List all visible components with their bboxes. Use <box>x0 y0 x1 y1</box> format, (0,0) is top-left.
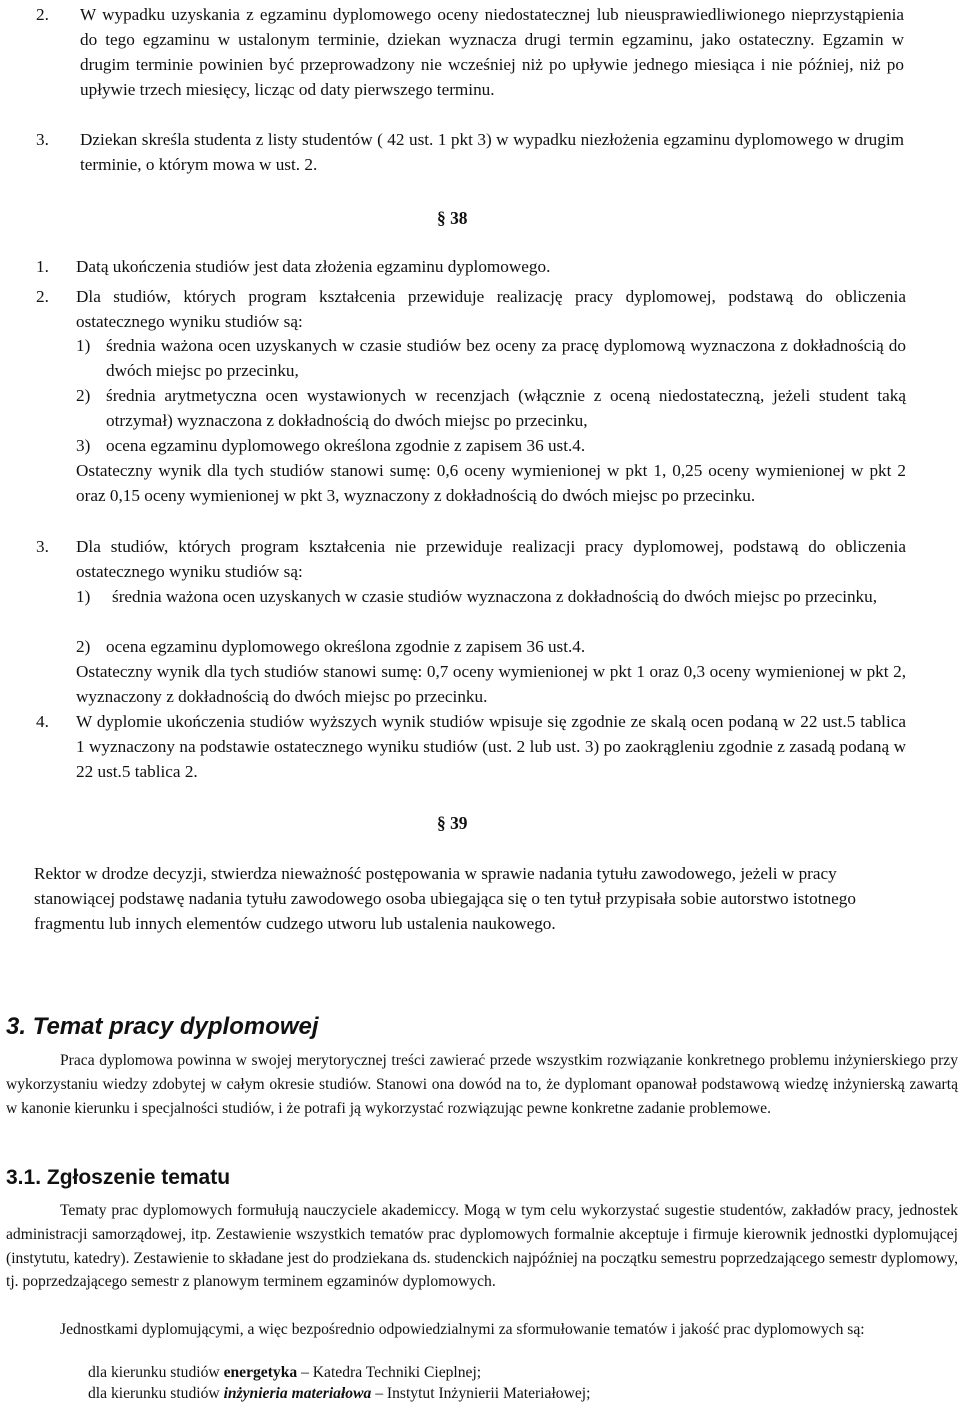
item-number: 2. <box>36 287 49 306</box>
item-number: 1. <box>36 257 49 276</box>
field-name: energetyka <box>223 1364 298 1381</box>
list-item: średnia ważona ocen uzyskanych w czasie studiów wyznaczona z dokładnością do dwóch miejsc po przecinku, <box>112 587 878 606</box>
section-heading: § 38 <box>437 208 468 228</box>
paragraph: Dla studiów, których program kształcenia nie przewiduje realizacji pracy dyplomowej, podstawą do obliczenia ostatecznego wyniku studiów są: <box>76 537 906 581</box>
item-number: 2) <box>76 386 91 405</box>
paragraph: Rektor w drodze decyzji, stwierdza nieważność postępowania w sprawie nadania tytułu zawodowego, jeżeli w pracy stanowiącej podstawę nadania tytułu zawodowego osoba ubiegająca się o ten tytuł przypisała sobie autorstwo istotnego fragmentu lub innych elementów cudzego utworu lub ustalenia naukowego. <box>34 864 856 933</box>
field-name: inżynieria materiałowa <box>223 1385 372 1402</box>
item-number: 3. <box>36 537 49 556</box>
section-sign-icon: § <box>437 208 446 228</box>
item-number: 2) <box>76 637 91 656</box>
list-item: średnia ważona ocen uzyskanych w czasie studiów bez oceny za pracę dyplomową wyznaczona z dokładnością do dwóch miejsc po przecinku, <box>106 336 906 380</box>
subsection-title: 3.1. Zgłoszenie tematu <box>6 1166 231 1189</box>
list-item: średnia arytmetyczna ocen wystawionych w recenzjach (włącznie z oceną niedostateczną, jeżeli student taką otrzymał) wyznaczona z dokładnością do dwóch miejsc po przecinku, <box>106 386 906 430</box>
item-number: 2. <box>36 5 49 24</box>
paragraph: Datą ukończenia studiów jest data złożenia egzaminu dyplomowego. <box>76 257 551 276</box>
item-number: 4. <box>36 712 49 731</box>
section-sign-icon: § <box>437 813 446 833</box>
paragraph: W wypadku uzyskania z egzaminu dyplomowego oceny niedostatecznej lub nieusprawiedliwionego nieprzystąpienia do tego egzaminu w ustalonym terminie, dziekan wyznacza drugi termin egzaminu, jako ostateczny. Egzamin w drugim terminie powinien być przeprowadzony nie wcześniej niż po upływie jednego miesiąca i nie później, niż po upływie trzech miesięcy, licząc od daty pierwszego terminu. <box>80 5 904 99</box>
section-heading: § 39 <box>437 813 468 833</box>
item-number: 1) <box>76 336 91 355</box>
paragraph: Ostateczny wynik dla tych studiów stanowi sumę: 0,6 oceny wymienionej w pkt 1, 0,25 oceny wymienionej w pkt 2 oraz 0,15 oceny wymienionej w pkt 3, wyznaczony z dokładnością do dwóch miejsc po przecinku. <box>76 461 906 505</box>
paragraph: W dyplomie ukończenia studiów wyższych wynik studiów wpisuje się zgodnie ze skalą ocen podaną w 22 ust.5 tablica 1 wyznaczony na podstawie ostatecznego wyniku studiów (ust. 2 lub ust. 3) po zaokrągleniu zgodnie z zasadą podaną w 22 ust.5 tablica 2. <box>76 712 906 781</box>
item-number: 3. <box>36 130 49 149</box>
section-title: 3. Temat pracy dyplomowej <box>6 1013 319 1040</box>
item-number: 1) <box>76 587 91 606</box>
item-number: 3) <box>76 436 91 455</box>
list-item: dla kierunku studiów inżynieria materiałowa – Instytut Inżynierii Materiałowej; <box>88 1385 591 1402</box>
paragraph: Jednostkami dyplomującymi, a więc bezpośrednio odpowiedzialnymi za sformułowanie tematów i jakość prac dyplomowych są: <box>60 1321 865 1338</box>
paragraph: Ostateczny wynik dla tych studiów stanowi sumę: 0,7 oceny wymienionej w pkt 1 oraz 0,3 oceny wymienionej w pkt 2, wyznaczony z dokładnością do dwóch miejsc po przecinku. <box>76 662 906 706</box>
paragraph: Dziekan skreśla studenta z listy studentów ( 42 ust. 1 pkt 3) w wypadku niezłożenia egzaminu dyplomowego w drugim terminie, o którym mowa w ust. 2. <box>80 130 904 174</box>
list-item: ocena egzaminu dyplomowego określona zgodnie z zapisem 36 ust.4. <box>106 637 586 656</box>
paragraph: Praca dyplomowa powinna w swojej merytorycznej treści zawierać przede wszystkim rozwiązanie konkretnego problemu inżynierskiego przy wykorzystaniu wiedzy zdobytej w całym okresie studiów. Stanowi ona dowód na to, że dyplomant opanował podstawową wiedzę inżynierską zawartą w kanonie kierunku i specjalności studiów, i że potrafi ją wykorzystać rozwiązując pewne konkretne zadanie problemowe. <box>6 1052 958 1117</box>
paragraph: Dla studiów, których program kształcenia przewiduje realizację pracy dyplomowej, podstawą do obliczenia ostatecznego wyniku studiów są: <box>76 287 906 331</box>
paragraph: Tematy prac dyplomowych formułują nauczyciele akademiccy. Mogą w tym celu wykorzystać sugestie studentów, zakładów pracy, jednostek administracji samorządowej, itp. Zestawienie wszystkich tematów prac dyplomowych formalnie akceptuje i firmuje kierownik jednostki dyplomującej (instytutu, katedry). Zestawienie to składane jest do prodziekana ds. studenckich najpóźniej na początku semestru poprzedzającego semestr dyplomowy, tj. poprzedzającego semestr z planowym terminem egzaminów dyplomowych. <box>6 1202 958 1291</box>
list-item: dla kierunku studiów energetyka – Katedra Techniki Cieplnej; <box>88 1364 482 1381</box>
list-item: ocena egzaminu dyplomowego określona zgodnie z zapisem 36 ust.4. <box>106 436 586 455</box>
